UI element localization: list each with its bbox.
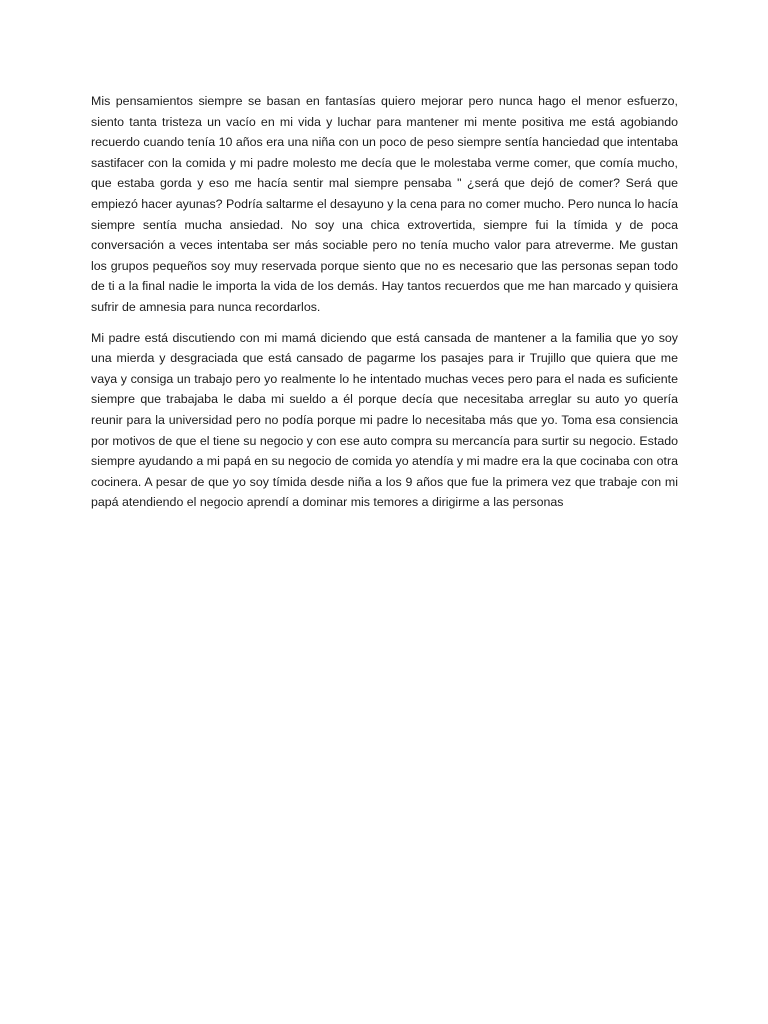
- paragraph-1: Mis pensamientos siempre se basan en fantasías quiero mejorar pero nunca hago el menor esfuerzo, siento tanta tristeza un vacío en mi vida y luchar para mantener mi mente positiva me está agobiando recuerdo cuando tenía 10 años era una niña con un poco de peso siempre sentía hanciedad que intentaba sastifacer con la comida y mi padre molesto me decía que le molestaba verme comer, que comía mucho, que estaba gorda y eso me hacía sentir mal siempre pensaba " ¿será que dejó de comer? Será que empiezó hacer ayunas? Podría saltarme el desayuno y la cena para no comer mucho. Pero nunca lo hacía siempre sentía mucha ansiedad. No soy una chica extrovertida, siempre fui la tímida y de poca conversación a veces intentaba ser más sociable pero no tenía mucho valor para atreverme. Me gustan los grupos pequeños soy muy reservada porque siento que no es necesario que las personas sepan todo de ti a la final nadie le importa la vida de los demás. Hay tantos recuerdos que me han marcado y quisiera sufrir de amnesia para nunca recordarlos.: [91, 94, 678, 314]
- paragraph-2: Mi padre está discutiendo con mi mamá diciendo que está cansada de mantener a la familia que yo soy una mierda y desgraciada que está cansado de pagarme los pasajes para ir Trujillo que quiera que me vaya y consiga un trabajo pero yo realmente lo he intentado muchas veces pero para el nada es suficiente siempre que trabajaba le daba mi sueldo a él porque decía que necesitaba arreglar su auto yo quería reunir para la universidad pero no podía porque mi padre lo necesitaba más que yo. Toma esa consiencia por motivos de que el tiene su negocio y con ese auto compra su mercancía para surtir su negocio. Estado siempre ayudando a mi papá en su negocio de comida yo atendía y mi madre era la que cocinaba con otra cocinera. A pesar de que yo soy tímida desde niña a los 9 años que fue la primera vez que trabaje con mi papá atendiendo el negocio aprendí a dominar mis temores a dirigirme a las personas: [91, 330, 678, 510]
- document-body: [91, 91, 678, 523]
